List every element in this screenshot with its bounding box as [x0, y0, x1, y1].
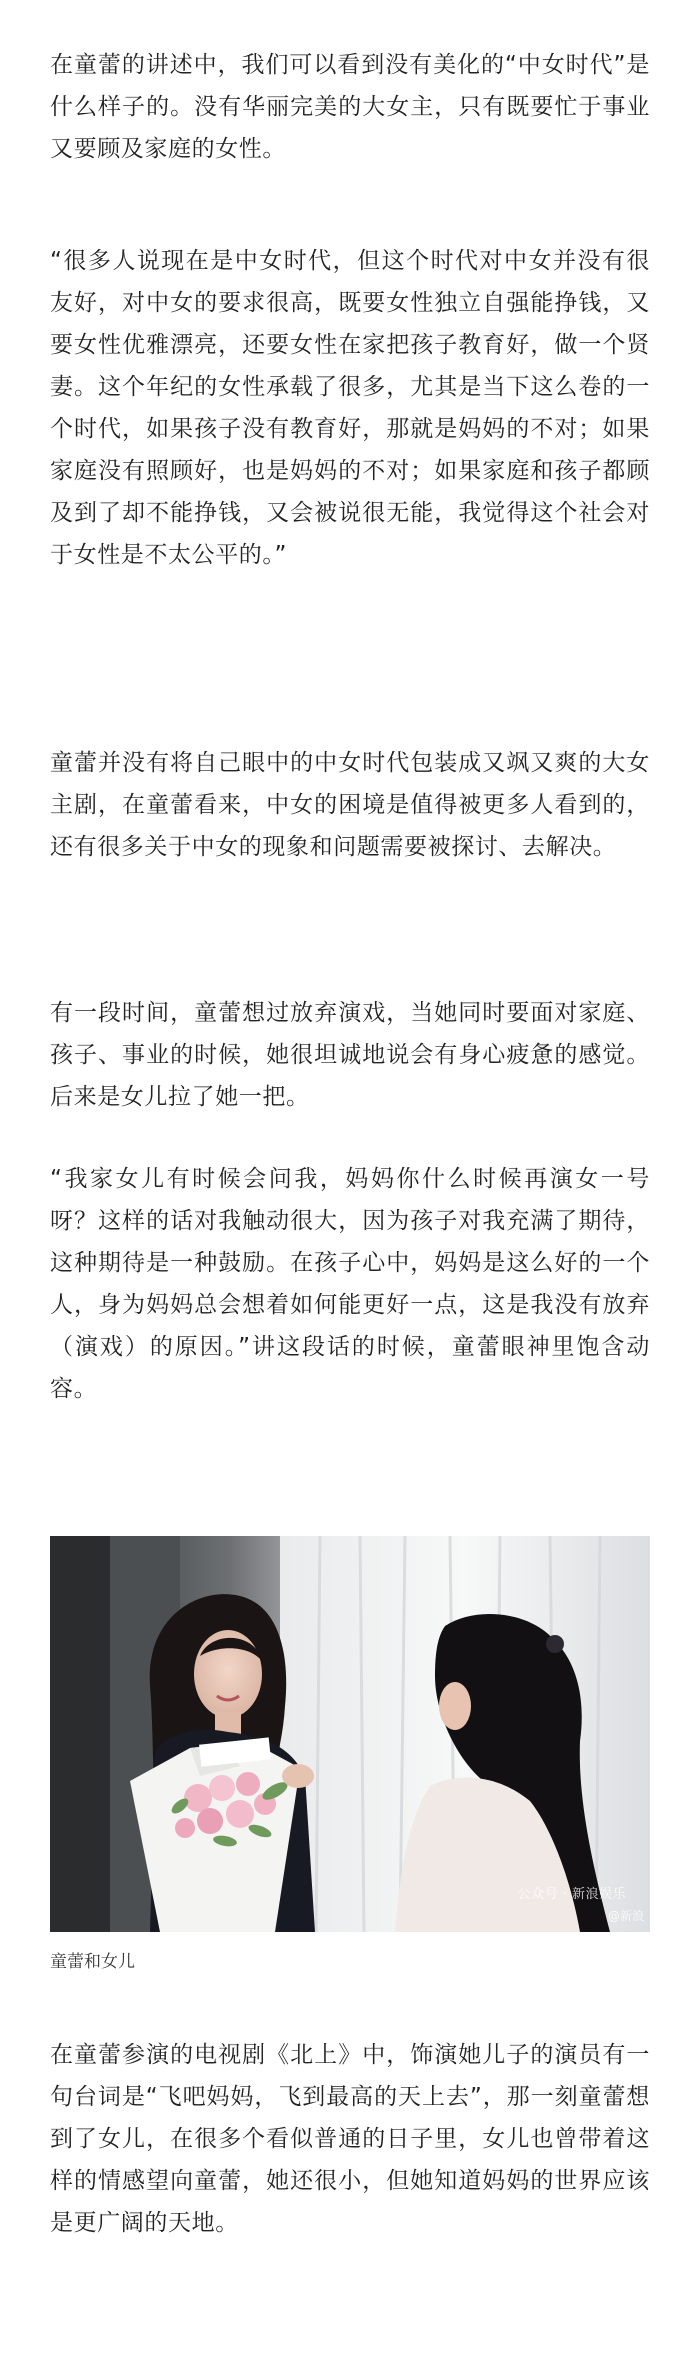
photo-watermark: 公众号 · 新浪娱乐 — [517, 1887, 626, 1902]
paragraph-4: 有一段时间，童蕾想过放弃演戏，当她同时要面对家庭、孩子、事业的时候，她很坦诚地说会有身心疲惫的感觉。后来是女儿拉了她一把。 — [50, 1000, 650, 1110]
article-photo — [50, 1536, 650, 1932]
paragraph-2-quote: “很多人说现在是中女时代，但这个时代对中女并没有很友好，对中女的要求很高，既要女性独立自强能挣钱，又要女性优雅漂亮，还要女性在家把孩子教育好，做一个贤妻。这个年纪的女性承载了很多，尤其是当下这么卷的一个时代，如果孩子没有教育好，那就是妈妈的不对；如果家庭没有照顾好，也是妈妈的不对；如果家庭和孩子都顾及到了却不能挣钱，又会被说很无能，我觉得这个社会对于女性是不太公平的。” — [50, 248, 650, 568]
paragraph-5-quote: “我家女儿有时候会问我，妈妈你什么时候再演女一号呀？这样的话对我触动很大，因为孩子对我充满了期待，这种期待是一种鼓励。在孩子心中，妈妈是这么好的一个人，身为妈妈总会想着如何能更好一点，这是我没有放弃（演戏）的原因。”讲这段话的时候，童蕾眼神里饱含动容。 — [50, 1166, 650, 1402]
photo-caption: 童蕾和女儿 — [50, 1952, 135, 1972]
photo-illustration — [50, 1536, 650, 1932]
photo-watermark-handle: @新浪 — [607, 1909, 644, 1923]
paragraph-6: 在童蕾参演的电视剧《北上》中，饰演她儿子的演员有一句台词是“飞吧妈妈，飞到最高的天上去”，那一刻童蕾想到了女儿，在很多个看似普通的日子里，女儿也曾带着这样的情感望向童蕾，她还很小，但她知道妈妈的世界应该是更广阔的天地。 — [50, 2042, 650, 2236]
paragraph-1: 在童蕾的讲述中，我们可以看到没有美化的“中女时代”是什么样子的。没有华丽完美的大女主，只有既要忙于事业又要顾及家庭的女性。 — [50, 52, 650, 162]
paragraph-3: 童蕾并没有将自己眼中的中女时代包装成又飒又爽的大女主剧，在童蕾看来，中女的困境是值得被更多人看到的，还有很多关于中女的现象和问题需要被探讨、去解决。 — [50, 750, 650, 860]
